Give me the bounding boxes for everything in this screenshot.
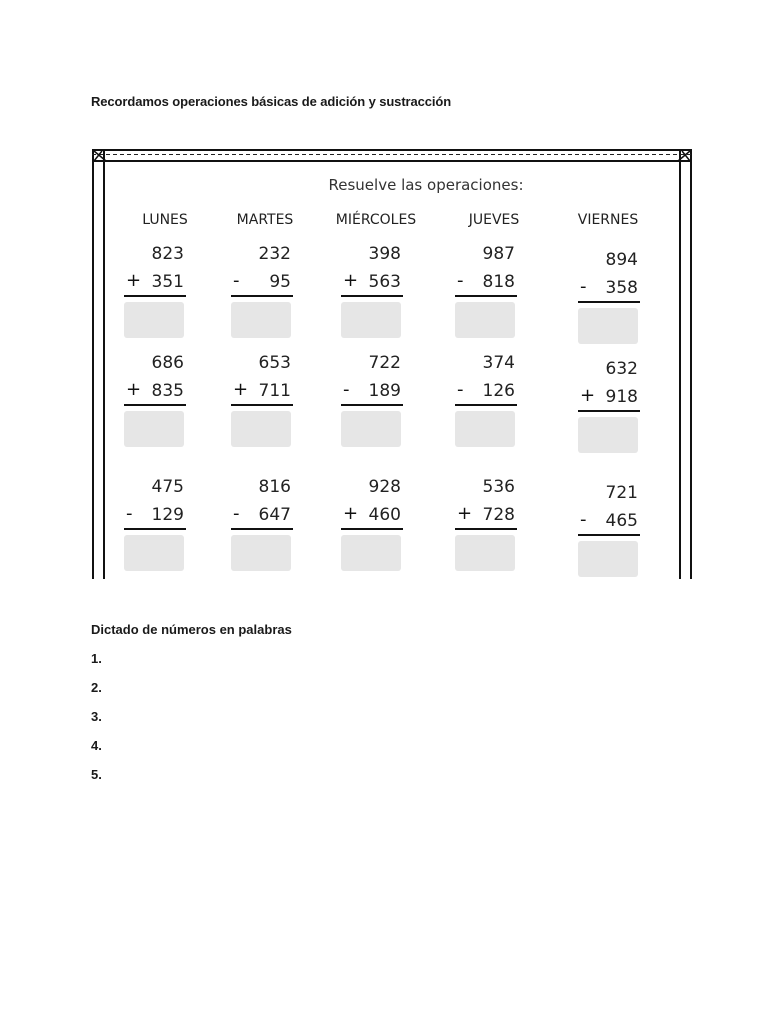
problem-bottom-number: 647: [258, 505, 291, 525]
answer-box[interactable]: [231, 535, 291, 571]
answer-box[interactable]: [578, 541, 638, 577]
answer-box[interactable]: [341, 302, 401, 338]
problem-bottom-number: 711: [258, 381, 291, 401]
problem-rule: [578, 534, 640, 536]
dictation-item-3: 3.: [91, 709, 102, 724]
page-heading: Recordamos operaciones básicas de adición y sustracción: [91, 94, 452, 109]
problem-top-number: 653: [258, 353, 291, 373]
problem-bottom-number: 818: [482, 272, 515, 292]
problem-sign: -: [343, 379, 350, 400]
problem-rule: [578, 410, 640, 412]
operations-worksheet: [92, 149, 692, 579]
problem-rule: [231, 528, 293, 530]
problem-bottom-number: 918: [605, 387, 638, 407]
problem-bottom-number: 563: [368, 272, 401, 292]
problem-top-number: 721: [605, 483, 638, 503]
worksheet-title: Resuelve las operaciones:: [328, 176, 524, 194]
problem-sign: +: [580, 385, 596, 406]
problem-top-number: 928: [368, 477, 401, 497]
problem-rule: [124, 404, 186, 406]
worksheet-border-left: [92, 149, 105, 579]
problem-top-number: 987: [482, 244, 515, 264]
problem-sign: +: [233, 379, 249, 400]
problem-rule: [341, 295, 403, 297]
day-label-miercoles: MIÉRCOLES: [335, 212, 417, 228]
problem-sign: +: [126, 379, 142, 400]
problem-top-number: 823: [151, 244, 184, 264]
problem-rule: [124, 295, 186, 297]
problem-bottom-number: 358: [605, 278, 638, 298]
problem-top-number: 686: [151, 353, 184, 373]
problem-sign: -: [126, 503, 133, 524]
answer-box[interactable]: [124, 302, 184, 338]
answer-box[interactable]: [124, 411, 184, 447]
worksheet-border-top: [92, 149, 692, 162]
dictation-item-4: 4.: [91, 738, 102, 753]
dictation-item-5: 5.: [91, 767, 102, 782]
answer-box[interactable]: [231, 411, 291, 447]
problem-top-number: 374: [482, 353, 515, 373]
problem-bottom-number: 95: [269, 272, 291, 292]
problem-bottom-number: 189: [368, 381, 401, 401]
problem-top-number: 475: [151, 477, 184, 497]
day-label-martes: MARTES: [236, 212, 294, 228]
problem-rule: [341, 404, 403, 406]
answer-box[interactable]: [124, 535, 184, 571]
problem-bottom-number: 728: [482, 505, 515, 525]
answer-box[interactable]: [231, 302, 291, 338]
corner-ornament-right-icon: [676, 149, 692, 165]
problem-rule: [455, 404, 517, 406]
problem-top-number: 232: [258, 244, 291, 264]
day-label-viernes: VIERNES: [577, 212, 639, 228]
answer-box[interactable]: [578, 308, 638, 344]
problem-rule: [231, 404, 293, 406]
dictation-item-2: 2.: [91, 680, 102, 695]
problem-sign: -: [580, 509, 587, 530]
problem-rule: [231, 295, 293, 297]
dictation-item-1: 1.: [91, 651, 102, 666]
problem-sign: -: [233, 270, 240, 291]
problem-rule: [578, 301, 640, 303]
problem-bottom-number: 129: [151, 505, 184, 525]
problem-rule: [455, 528, 517, 530]
problem-top-number: 722: [368, 353, 401, 373]
problem-top-number: 894: [605, 250, 638, 270]
problem-sign: -: [457, 270, 464, 291]
problem-top-number: 816: [258, 477, 291, 497]
dictation-title: Dictado de números en palabras: [91, 622, 292, 637]
problem-top-number: 632: [605, 359, 638, 379]
day-label-jueves: JUEVES: [468, 212, 520, 228]
problem-sign: +: [457, 503, 473, 524]
problem-bottom-number: 126: [482, 381, 515, 401]
answer-box[interactable]: [455, 535, 515, 571]
problem-sign: +: [126, 270, 142, 291]
answer-box[interactable]: [455, 302, 515, 338]
problem-sign: -: [580, 276, 587, 297]
corner-ornament-left-icon: [92, 149, 108, 165]
problem-sign: -: [457, 379, 464, 400]
problem-rule: [455, 295, 517, 297]
problem-bottom-number: 835: [151, 381, 184, 401]
day-label-lunes: LUNES: [142, 212, 188, 228]
problem-sign: +: [343, 270, 359, 291]
answer-box[interactable]: [341, 411, 401, 447]
problem-sign: +: [343, 503, 359, 524]
problem-bottom-number: 351: [151, 272, 184, 292]
worksheet-border-right: [679, 149, 692, 579]
problem-sign: -: [233, 503, 240, 524]
problem-rule: [124, 528, 186, 530]
problem-top-number: 398: [368, 244, 401, 264]
answer-box[interactable]: [578, 417, 638, 453]
problem-rule: [341, 528, 403, 530]
problem-bottom-number: 465: [605, 511, 638, 531]
problem-bottom-number: 460: [368, 505, 401, 525]
problem-top-number: 536: [482, 477, 515, 497]
answer-box[interactable]: [341, 535, 401, 571]
answer-box[interactable]: [455, 411, 515, 447]
